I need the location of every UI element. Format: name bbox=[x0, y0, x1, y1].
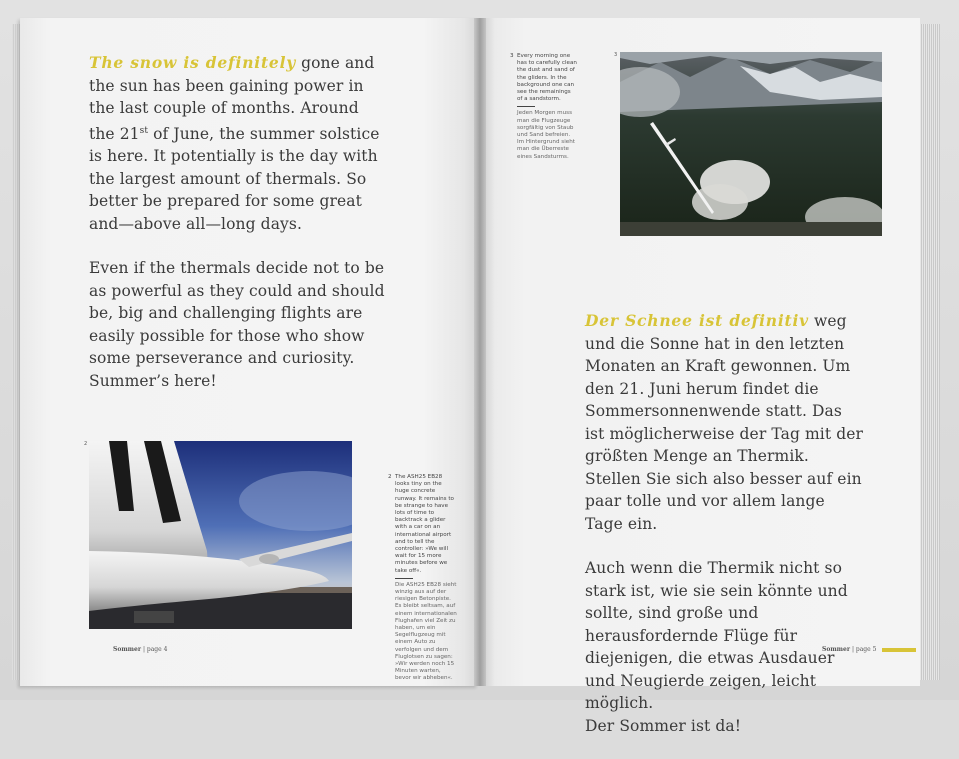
ordinal-superscript: st bbox=[139, 125, 149, 136]
caption-number: 3 bbox=[510, 53, 514, 59]
folio-right bbox=[822, 646, 876, 653]
figure-number-3: 3 bbox=[614, 52, 618, 58]
folio-separator: | bbox=[142, 646, 147, 653]
glider-runway-photo bbox=[89, 441, 352, 629]
english-closing-line: Summer’s here! bbox=[89, 371, 217, 390]
folio-separator: | bbox=[851, 646, 856, 653]
german-paragraph-1 bbox=[585, 310, 865, 535]
german-lead-phrase: Der Schnee ist definitiv bbox=[585, 311, 809, 330]
german-closing-line: Der Sommer ist da! bbox=[585, 716, 742, 735]
glider-mountain-photo bbox=[620, 52, 882, 236]
caption-figure-3 bbox=[510, 53, 577, 161]
english-paragraph-1-text: gone and the sun has been gaining power in the last couple of months. Around the 21 bbox=[89, 54, 375, 143]
german-paragraph-2-text: Auch wenn die Thermik nicht so stark ist, wie sie sein könnte und sollte, sind große und herausfordernde Flüge für diejenigen, die etwas Ausdauer und Neugierde zeigen, leicht möglich. bbox=[585, 559, 848, 712]
caption-divider bbox=[517, 106, 535, 107]
english-paragraph-1 bbox=[89, 52, 389, 235]
english-paragraph-2-text: Even if the thermals decide not to be as powerful as they could and should be, big and challenging flights are easily possible for those who show some perseverance and curiosity. bbox=[89, 259, 385, 368]
german-body-text bbox=[585, 310, 865, 759]
caption-figure-2 bbox=[388, 474, 457, 683]
caption-divider bbox=[395, 578, 413, 579]
figure-number-2: 2 bbox=[84, 441, 88, 447]
english-lead-phrase: The snow is definitely bbox=[89, 53, 297, 72]
caption-german: Jeden Morgen muss man die Flugzeuge sorgfältig von Staub und Sand befreien. Im Hintergrund sieht man die Überreste eines Sandsturms. bbox=[517, 110, 575, 160]
english-paragraph-2 bbox=[89, 257, 389, 392]
english-body-text bbox=[89, 52, 389, 414]
accent-bar bbox=[882, 648, 916, 652]
book-gutter bbox=[474, 18, 486, 686]
caption-english: The ASH25 EB28 looks tiny on the huge concrete runway. It remains to be strange to have lots of time to backtrack a glider with a car on an international airport and to tell the controller: »We will wait for 15 more minutes before we take off«. bbox=[395, 474, 454, 574]
folio-section: Sommer bbox=[822, 646, 851, 653]
caption-number: 2 bbox=[388, 474, 392, 480]
folio-page-number: page 4 bbox=[146, 646, 168, 653]
folio-left bbox=[113, 646, 167, 653]
folio-section: Sommer bbox=[113, 646, 142, 653]
folio-page-number: page 5 bbox=[855, 646, 877, 653]
caption-german: Die ASH25 EB28 sieht winzig aus auf der riesigen Betonpiste. Es bleibt seltsam, auf einem internationalen Flughafen viel Zeit zu haben, um ein Segelflugzeug mit einem Auto zu verfolgen und dem Fluglotsen zu sagen: »Wir werden noch 15 Minuten warten, bevor wir abheben«. bbox=[395, 581, 457, 682]
english-paragraph-1-text-cont: of June, the summer solstice is here. It potentially is the day with the largest amount of thermals. So better be prepared for some great and—above all—long days. bbox=[89, 124, 380, 233]
german-paragraph-1-text: weg und die Sonne hat in den letzten Monaten an Kraft gewonnen. Um den 21. Juni herum findet die Sommersonnenwende statt. Das ist möglicherweise der Tag mit der größten Menge an Thermik. Stellen Sie sich also besser auf ein paar tolle und vor allem lange Tage ein. bbox=[585, 312, 864, 533]
caption-english: Every morning one has to carefully clean the dust and sand of the gliders. In the background one can see the remainings of a sandstorm. bbox=[517, 53, 577, 103]
right-page-edges bbox=[918, 24, 940, 680]
